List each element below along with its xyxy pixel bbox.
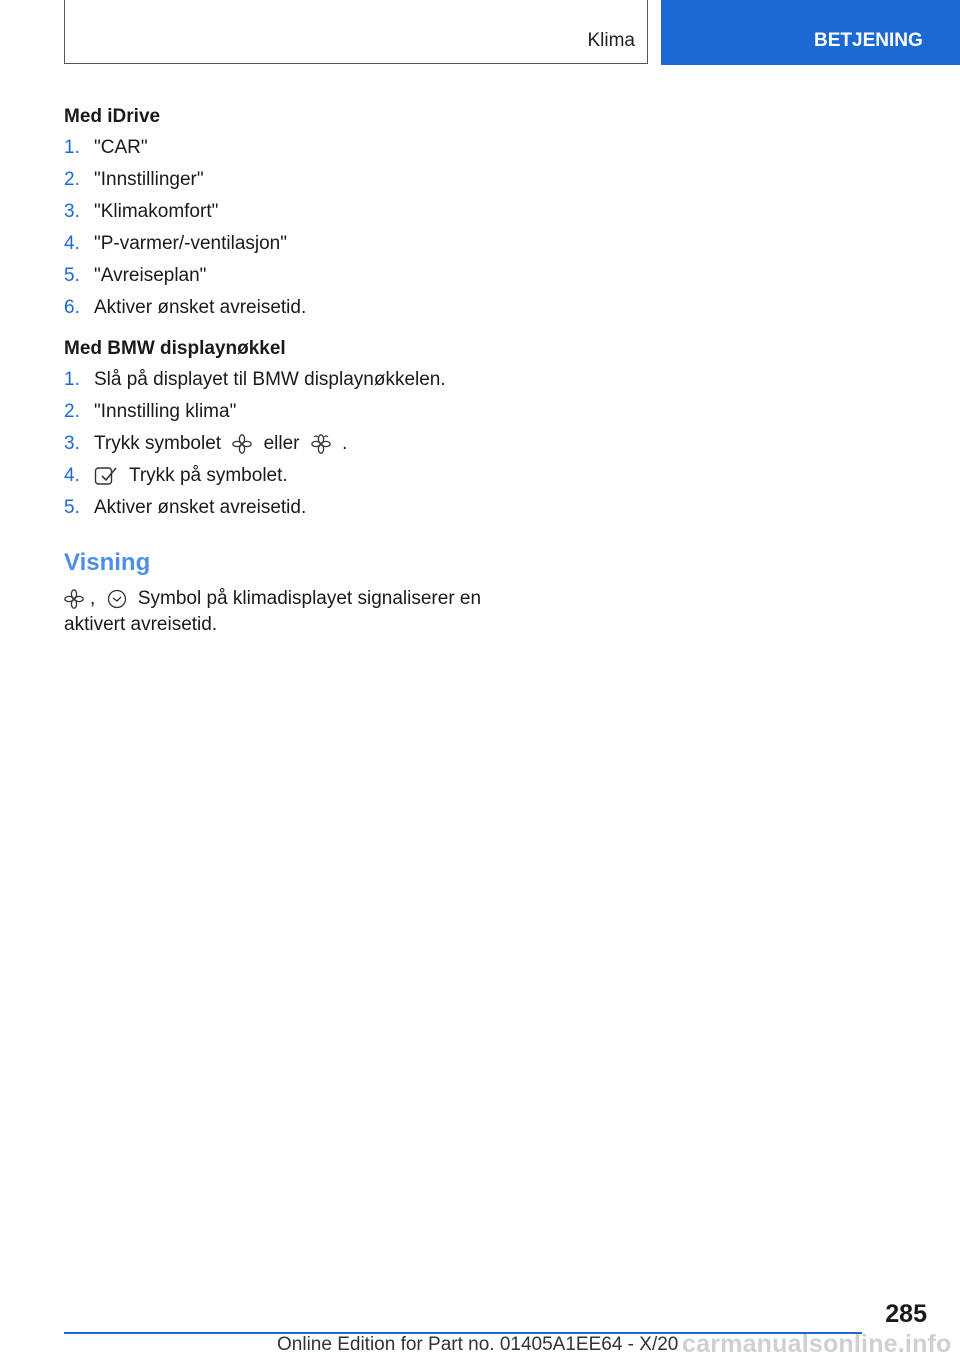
display-key-steps [64,364,494,524]
chapter-title: Klima [587,30,635,51]
list-item: 5. "Avreiseplan" [64,265,207,286]
fan-heat-icon [311,434,331,454]
list-item: 2. "Innstilling klima" [64,401,237,422]
list-item: 4. "P-varmer/-ventilasjon" [64,233,287,254]
idrive-steps [64,132,494,324]
page-number: 285 [885,1300,927,1328]
idrive-heading: Med iDrive [64,106,161,127]
header-box [64,0,648,64]
list-item: 3. "Klimakomfort" [64,201,219,222]
visning-heading: Visning [64,549,151,576]
display-key-heading: Med BMW displaynøkkel [64,338,286,359]
list-item: 1. Slå på displayet til BMW displaynøkkelen. [64,369,446,390]
list-item: 5. Aktiver ønsket avreisetid. [64,497,307,518]
fan-icon [232,434,252,454]
watermark: carmanualsonline.info [682,1330,952,1358]
list-item: 4. Trykk på symbolet. [64,465,288,486]
list-item: 2. "Innstillinger" [64,169,204,190]
footer-edition: Online Edition for Part no. 01405A1EE64 - X/20 [277,1334,679,1355]
checkbox-icon [94,465,118,487]
clock-icon [107,589,127,609]
list-item: 6. Aktiver ønsket avreisetid. [64,297,307,318]
fan-icon [64,589,84,609]
list-item: 1. "CAR" [64,137,148,158]
visning-text: , Symbol på klimadisplayet signaliserer en aktivert avreisetid. [64,588,482,635]
page-content [64,104,494,638]
list-item: 3. Trykk symbolet eller . [64,433,348,454]
section-tab: BETJENING [661,0,960,65]
